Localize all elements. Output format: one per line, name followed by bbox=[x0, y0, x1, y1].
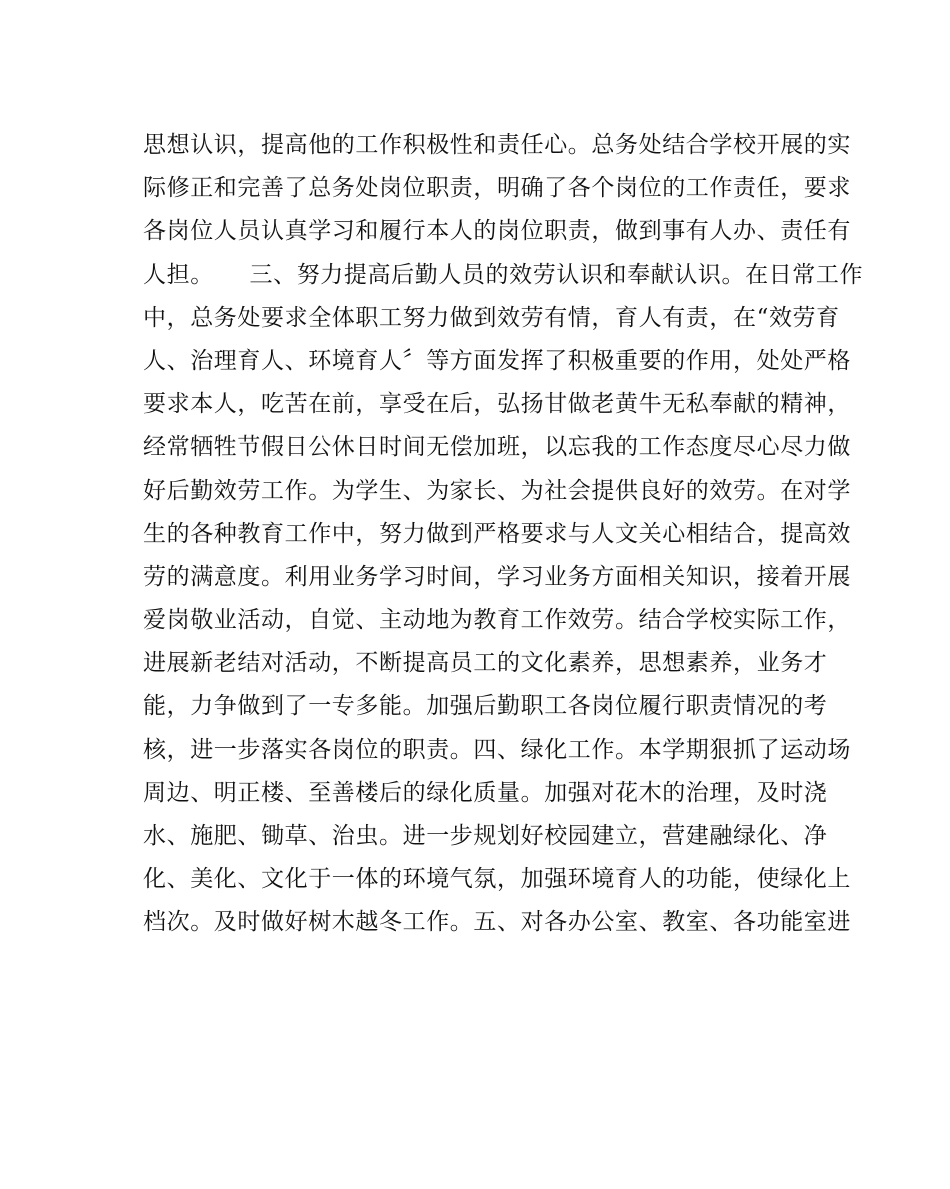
text-line-11: 劳的满意度。利用业务学习时间，学习业务方面相关知识，接着开展 bbox=[143, 563, 851, 590]
text-line-12: 爱岗敬业活动，自觉、主动地为教育工作效劳。结合学校实际工作， bbox=[143, 607, 851, 634]
text-line-10: 生的各种教育工作中，努力做到严格要求与人文关心相结合，提高效 bbox=[143, 520, 851, 547]
text-line-9: 好后勤效劳工作。为学生、为家长、为社会提供良好的效劳。在对学 bbox=[143, 477, 851, 504]
text-line-5: 中，总务处要求全体职工努力做到效劳有情，育人有责，在“效劳育 bbox=[143, 304, 840, 331]
text-line-17: 水、施肥、锄草、治虫。进一步规划好校园建立，营建融绿化、净 bbox=[143, 823, 828, 849]
text-line-8: 经常牺牲节假日公休日时间无偿加班，以忘我的工作态度尽心尽力做 bbox=[143, 434, 851, 461]
text-line-14: 能，力争做到了一专多能。加强后勤职工各岗位履行职责情况的考 bbox=[143, 693, 828, 720]
text-line-16: 周边、明正楼、至善楼后的绿化质量。加强对花木的治理，及时浇 bbox=[143, 779, 828, 806]
text-line-18: 化、美化、文化于一体的环境气氛，加强环境育人的功能，使绿化上 bbox=[143, 866, 851, 893]
text-line-7: 要求本人，吃苦在前，享受在后，弘扬甘做老黄牛无私奉献的精神， bbox=[143, 391, 851, 418]
body-text bbox=[143, 124, 864, 945]
text-line-13: 进展新老结对活动，不断提高员工的文化素养，思想素养，业务才 bbox=[143, 650, 828, 677]
text-line-2: 际修正和完善了总务处岗位职责，明确了各个岗位的工作责任，要求 bbox=[143, 175, 851, 202]
text-line-1: 思想认识，提高他的工作积极性和责任心。总务处结合学校开展的实 bbox=[143, 132, 851, 158]
text-line-6: 人、治理育人、环境育人〞等方面发挥了积极重要的作用，处处严格 bbox=[143, 347, 851, 374]
text-line-19: 档次。及时做好树木越冬工作。五、对各办公室、教室、各功能室进 bbox=[143, 909, 851, 936]
text-line-4: 人担。 三、努力提高后勤人员的效劳认识和奉献认识。在日常工作 bbox=[143, 261, 864, 288]
text-line-3: 各岗位人员认真学习和履行本人的岗位职责，做到事有人办、责任有 bbox=[143, 218, 851, 245]
text-line-15: 核，进一步落实各岗位的职责。四、绿化工作。本学期狠抓了运动场 bbox=[143, 736, 851, 763]
